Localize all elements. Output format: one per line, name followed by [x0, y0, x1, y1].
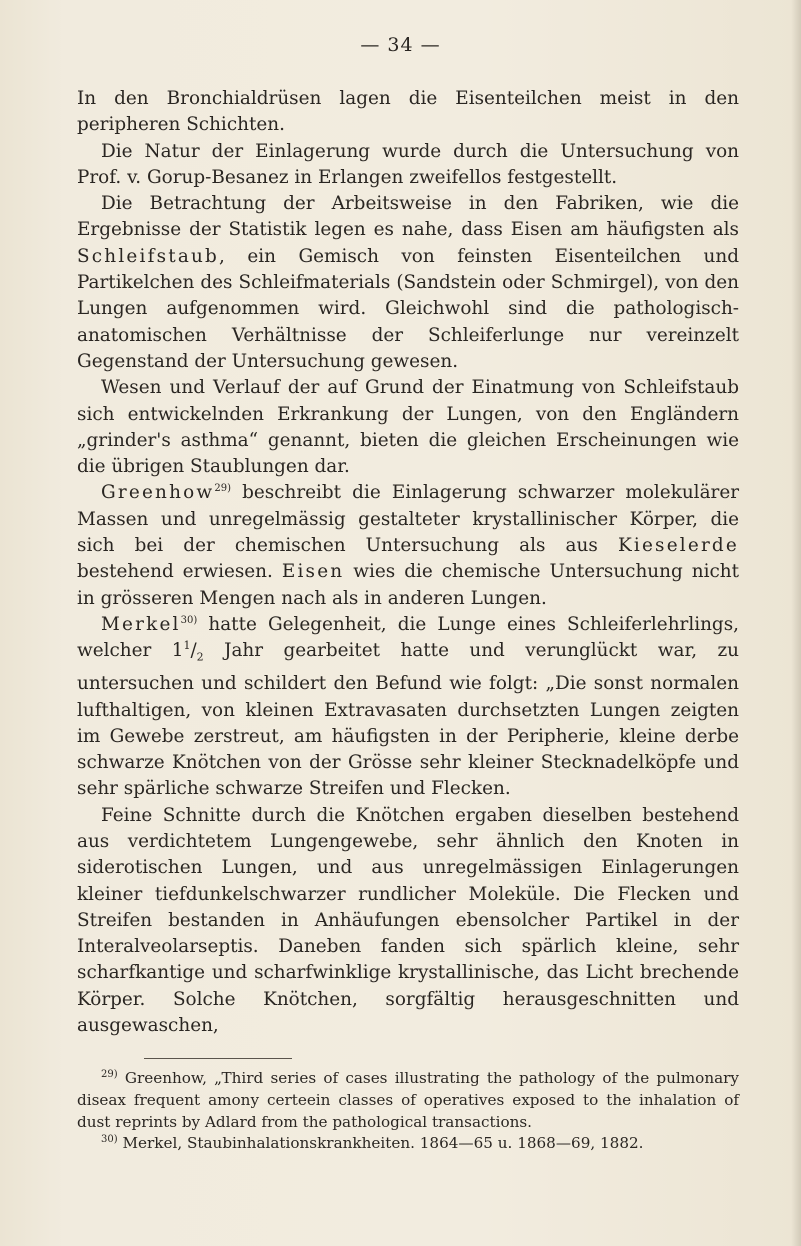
- footnote-ref-29: 29): [214, 483, 231, 495]
- text-run: , ein Gemisch von feinsten Eisenteilchen und Partikelchen des Schleifmaterials (Sandstein oder Schmirgel), von den Lungen aufgenommen wird. Gleichwohl sind die pathologisch-anatomischen Verhältnisse der Schleiferlunge nur vereinzelt Gegenstand der Untersuchung gewesen.: [77, 245, 739, 372]
- spaced-term-kieselerde: Kieselerde: [617, 535, 739, 557]
- main-text: [77, 86, 739, 1039]
- paragraph-nature-of-deposit: Die Natur der Einlagerung wurde durch die Untersuchung von Prof. v. Gorup-Besanez in Erlangen zweifellos festgestellt.: [77, 140, 739, 188]
- text-run: Die Betrachtung der Arbeitsweise in den Fabriken, wie die Ergebnisse der Statistik legen es nahe, dass Eisen am häufigsten als: [77, 193, 739, 241]
- fraction-numerator: 1: [183, 639, 191, 653]
- paragraph-bronchial-glands: In den Bronchialdrüsen lagen die Eisenteilchen meist in den peripheren Schichten.: [77, 88, 739, 136]
- spaced-term-schleifstaub: Schleifstaub: [77, 245, 220, 267]
- footnotes: [77, 1068, 739, 1155]
- fraction-denominator: 2: [196, 650, 204, 664]
- paragraph-grinders-asthma: Wesen und Verlauf der auf Grund der Einatmung von Schleifstaub sich entwickelnden Erkrankung der Lungen, von den Engländern „grinder's asthma“ genannt, bieten die gleichen Erscheinungen wie die übrigen Staublungen dar.: [77, 377, 739, 478]
- page-edge-shadow: [791, 0, 801, 1246]
- fraction-half: $^1/_2$: [183, 639, 204, 664]
- text-run: hatte Gelegenheit, die Lunge eines Schleiferlehrlings, welcher 1: [77, 613, 739, 662]
- footnote-divider: [144, 1058, 292, 1059]
- paragraph-fine-sections: Feine Schnitte durch die Knötchen ergaben dieselben bestehend aus verdichtetem Lungengewebe, sehr ähnlich den Knoten in siderotischen Lungen, und aus unregelmässigen Einlagerungen kleiner tiefdunkelschwarzer rundlicher Moleküle. Die Flecken und Streifen bestanden in Anhäufungen ebensolcher Partikel in der Interalveolarseptis. Daneben fanden sich spärlich kleine, sehr scharfkantige und scharfwinklige krystallinische, das Licht brechende Körper. Solche Knötchen, sorgfältig herausgeschnitten und ausgewaschen,: [77, 804, 739, 1037]
- footnote-text: Greenhow, „Third series of cases illustrating the pathology of the pulmonary diseax frequent amony certeein classes of operatives exposed to the inhalation of dust reprints by Adlard from the pathological transactions.: [77, 1069, 739, 1131]
- text-run: bestehend erwiesen.: [77, 561, 282, 583]
- footnote-ref-30: 30): [180, 614, 198, 626]
- footnote-marker: 30): [101, 1134, 118, 1146]
- text-run: Jahr gearbeitet hatte und verunglückt war, zu untersuchen und schildert den Befund wie folgt: „Die sonst normalen lufthaltigen, von kleinen Extravasaten durchsetzten Lungen zeigten im Gewebe zerstreut, am häufigsten in der Peripherie, kleine derbe schwarze Knötchen von der Grösse sehr kleiner Stecknadelköpfe und sehr spärliche schwarze Streifen und Flecken.: [77, 640, 740, 800]
- footnote-marker: 29): [101, 1068, 118, 1080]
- footnote-text: Merkel, Staubinhalationskrankheiten. 1864—65 u. 1868—69, 1882.: [117, 1134, 644, 1153]
- text-run: wies die chemische Untersuchung nicht in grösseren Mengen nach als in anderen Lungen.: [77, 561, 739, 609]
- footnote-29: [77, 1068, 739, 1133]
- spaced-term-eisen: Eisen: [281, 561, 345, 583]
- author-greenhow: Greenhow: [101, 482, 215, 504]
- paragraph-merkel: [77, 612, 739, 803]
- author-merkel: Merkel: [101, 613, 181, 635]
- text-run: beschreibt die Einlagerung schwarzer molekulärer Massen und unregelmässig gestalteter krystallinischer Körper, die sich bei der chemischen Untersuchung als aus: [77, 482, 739, 557]
- paragraph-work-observation: [77, 191, 739, 375]
- paragraph-greenhow: [77, 480, 739, 611]
- page-number: — 34 —: [360, 34, 441, 56]
- footnote-30: [77, 1133, 739, 1155]
